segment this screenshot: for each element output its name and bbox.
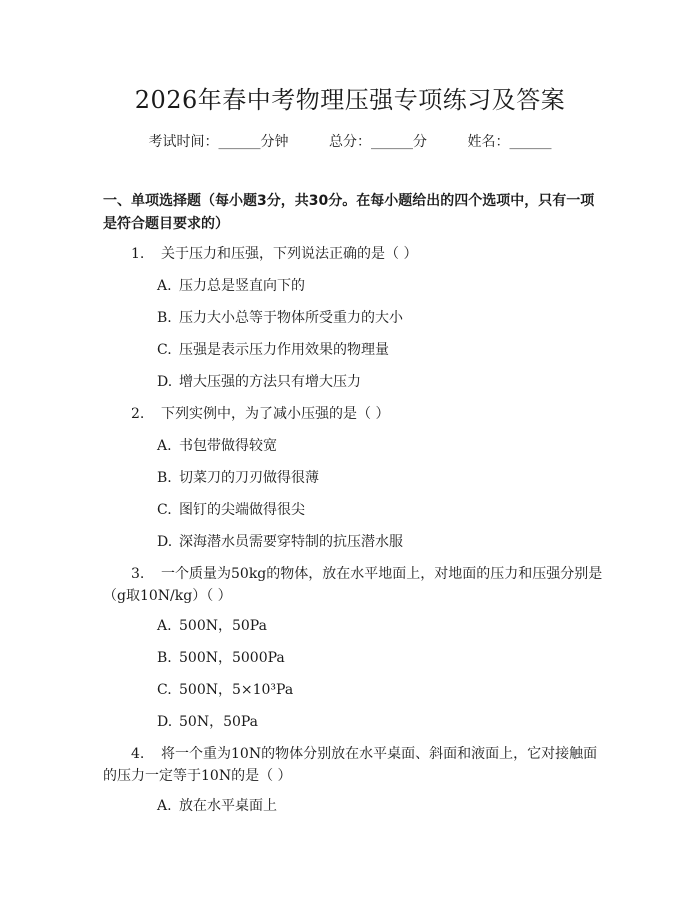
option-2b [157,467,319,489]
question-2 [103,403,608,425]
question-number: 2. [131,406,145,422]
option-text: 书包带做得较宽 [179,438,277,454]
option-letter: D. [157,374,173,390]
option-4a [157,795,277,817]
question-4 [103,743,608,787]
option-text: 500N，5×10³Pa [179,682,294,698]
question-3 [103,563,608,607]
option-letter: C. [157,342,172,358]
option-1a [157,275,305,297]
option-text: 压力大小总等于物体所受重力的大小 [179,310,403,326]
question-number: 3. [131,566,145,582]
name-label: 姓名：______ [467,134,552,150]
option-text: 切菜刀的刀刃做得很薄 [179,470,319,486]
question-text: 关于压力和压强，下列说法正确的是（ ） [161,246,418,262]
option-letter: A. [157,618,172,634]
question-text: 下列实例中，为了减小压强的是（ ） [161,406,390,422]
question-1 [103,243,608,265]
question-text: 将一个重为10N的物体分别放在水平桌面、斜面和液面上，它对接触面的压力一定等于10N的是（ ） [103,746,598,784]
option-3b [157,647,285,669]
option-letter: A. [157,798,172,814]
option-text: 500N，5000Pa [179,650,285,666]
section-heading: 一、单项选择题（每小题3分，共30分。在每小题给出的四个选项中，只有一项是符合题目要求的） [103,193,595,232]
exam-time-label: 考试时间：______分钟 [148,134,289,150]
question-number: 4. [131,746,145,762]
page-title: 2026年春中考物理压强专项练习及答案 [134,86,566,114]
option-text: 深海潜水员需要穿特制的抗压潜水服 [179,534,403,550]
option-letter: B. [157,310,172,326]
option-3c [157,679,293,701]
option-3d [157,711,258,733]
option-letter: D. [157,534,173,550]
option-text: 放在水平桌面上 [179,798,277,814]
option-3a [157,615,267,637]
option-text: 增大压强的方法只有增大压力 [179,374,361,390]
question-text: 一个质量为50kg的物体，放在水平地面上，对地面的压力和压强分别是（g取10N/kg）（ ） [103,566,603,604]
option-text: 压强是表示压力作用效果的物理量 [179,342,389,358]
option-letter: A. [157,278,172,294]
option-1d [157,371,361,393]
option-1c [157,339,389,361]
option-text: 500N，50Pa [179,618,267,634]
option-letter: C. [157,682,172,698]
option-text: 50N，50Pa [179,714,259,730]
option-letter: A. [157,438,172,454]
exam-meta [0,131,700,151]
option-2a [157,435,277,457]
question-number: 1. [131,246,145,262]
option-text: 图钉的尖端做得很尖 [179,502,305,518]
option-letter: B. [157,650,172,666]
option-letter: C. [157,502,172,518]
option-letter: D. [157,714,173,730]
option-2d [157,531,403,553]
option-2c [157,499,305,521]
option-1b [157,307,403,329]
option-letter: B. [157,470,172,486]
total-score-label: 总分：______分 [329,134,427,150]
option-text: 压力总是竖直向下的 [179,278,305,294]
